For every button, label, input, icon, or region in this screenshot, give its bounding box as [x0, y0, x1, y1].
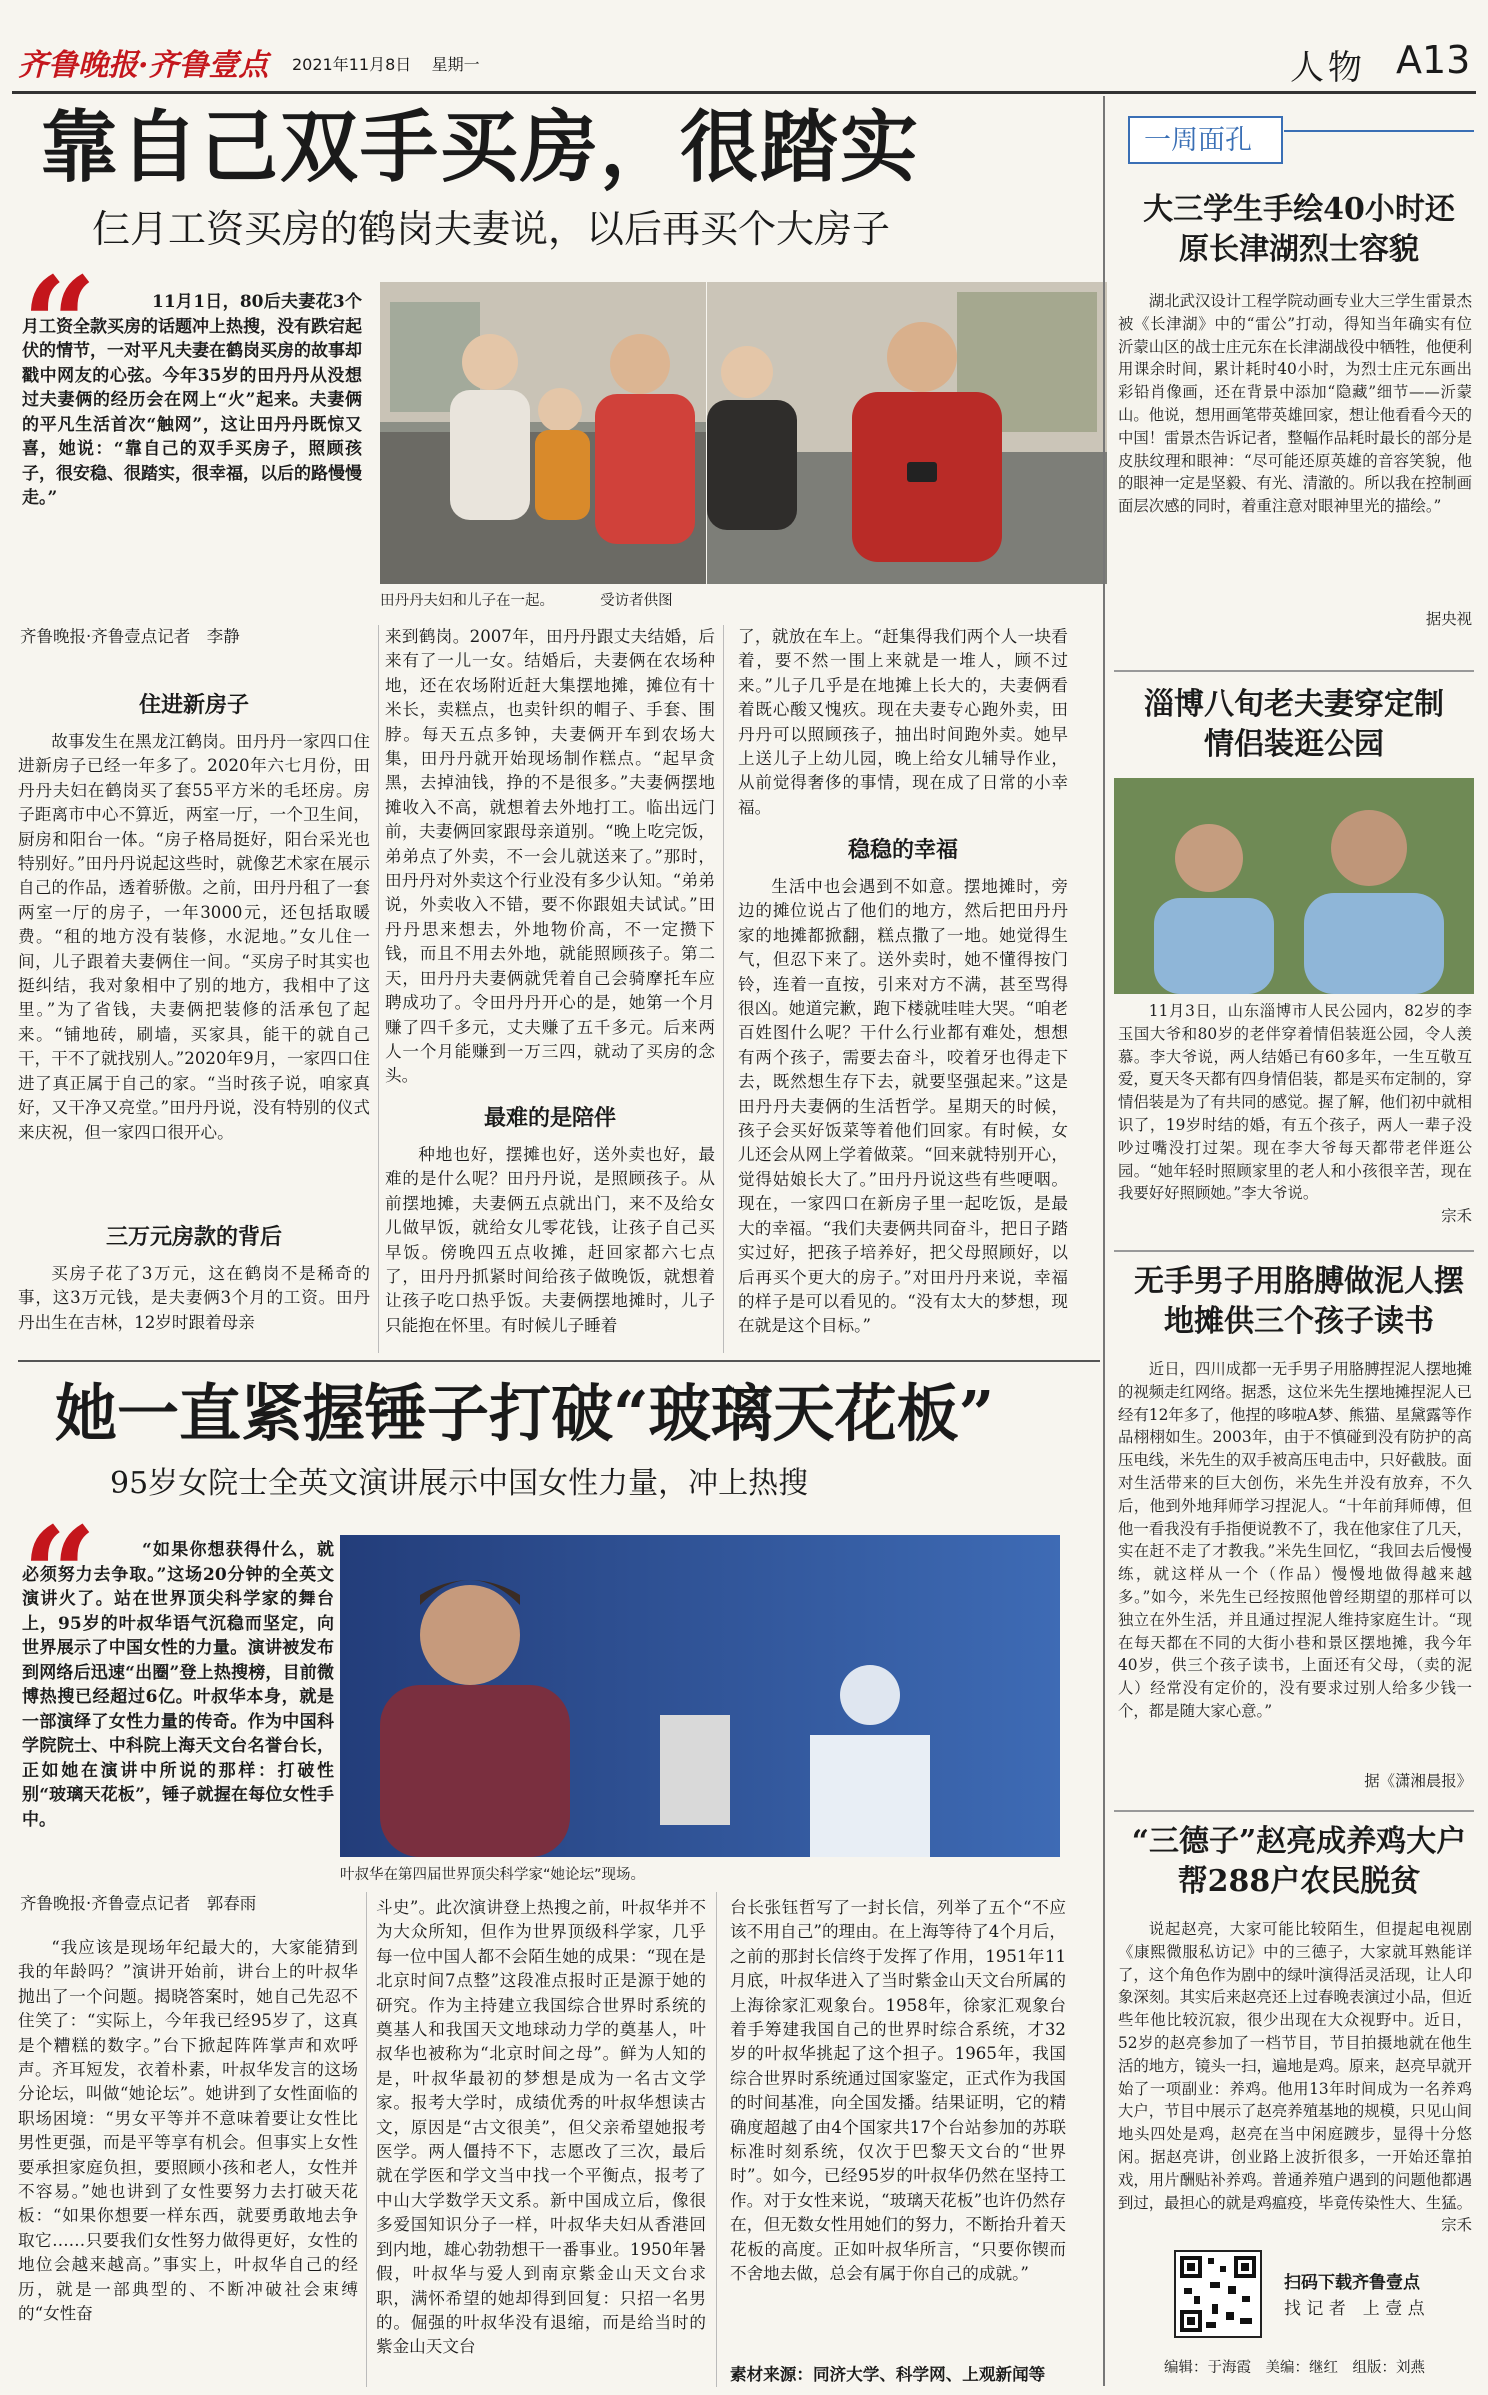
- story1-col1-text-b: 买房子花了3万元，这在鹤岗不是稀奇的事，这3万元钱，是夫妻俩3个月的工资。田丹丹出生在吉林，12岁时跟着母亲: [18, 1264, 370, 1332]
- sidebar-story1-body: [1118, 290, 1472, 670]
- qr-text-1: 扫码下载齐鲁壹点: [1284, 2273, 1420, 2293]
- story1-photo-credit: 受访者供图: [600, 593, 673, 609]
- sidebar-story1-text: 湖北武汉设计工程学院动画专业大三学生雷景杰被《长津湖》中的“雷公”打动，得知当年确实有位沂蒙山区的战士庄元东在长津湖战役中牺牲，他便利用课余时间，累计耗时40小时，为烈士庄元东画出彩铅肖像画，还在背景中添加“隐藏”细节——沂蒙山。他说，想用画笔带英雄回家，想让他看看今天的中国！雷景杰告诉记者，整幅作品耗时最长的部分是皮肤纹理和眼神：“尽可能还原英雄的音容笑貌，他的眼神一定是坚毅、有光、清澈的。所以我在控制画面层次感的同时，着重注意对眼神里光的描绘。”: [1118, 292, 1472, 516]
- sidebar-story4-title: “三德子”赵亮成养鸡大户帮288户农民脱贫: [1131, 1824, 1467, 1899]
- sidebar-header: 一周面孔: [1144, 125, 1252, 156]
- story1-col2-text-b: 种地也好，摆摊也好，送外卖也好，最难的是什么呢？田丹丹说，是照顾孩子。从前摆地摊，夫妻俩五点就出门，来不及给女儿做早饭，就给女儿零花钱，让孩子自己买早饭。傍晚四五点收摊，赶回家都六七点了，田丹丹抓紧时间给孩子做晚饭，就想着让孩子吃口热乎饭。夫妻俩摆地摊时，儿子只能抱在怀里。有时候儿子睡着: [385, 1145, 715, 1335]
- story2-col3: [730, 1896, 1066, 2386]
- sidebar-story4-body: [1118, 1918, 1472, 2242]
- story2-col3-text: 台长张钰哲写了一封长信，列举了五个“不应该不用自己”的理由。在上海等待了4个月后，之前的那封长信终于发挥了作用，1951年11月底，叶叔华进入了当时紫金山天文台所属的上海徐家汇观象台。1958年，徐家汇观象台着手筹建我国自己的世界时综合系统，才32岁的叶叔华挑起了这个担子。1965年，我国综合世界时系统通过国家鉴定，正式作为我国的时间基准，向全国发播。结果证明，它的精确度超越了由4个国家共17个台站参加的苏联标准时刻系统，仅次于巴黎天文台的“世界时”。如今，已经95岁的叶叔华仍然在坚持工作。对于女性来说，“玻璃天花板”也许仍然存在，但无数女性用她们的努力，不断抬升着天花板的高度。正如叶叔华所言，“只要你锲而不舍地去做，总会有属于你自己的成就。”: [730, 1898, 1066, 2284]
- page-number: A13: [1396, 38, 1471, 82]
- story1-col3-text: 了，就放在车上。“赶集得我们两个人一块看着，要不然一围上来就是一堆人，顾不过来。”儿子几乎是在地摊上长大的，夫妻俩看着既心酸又愧疚。现在夫妻专心跑外卖，田丹丹可以照顾孩子，抽出时间跑外卖。她早上送儿子上幼儿园，晚上给女儿辅导作业，从前觉得奢侈的事情，现在成了日常的小幸福。: [738, 627, 1068, 817]
- story-divider: [18, 1360, 1100, 1362]
- story2-col1-text: “我应该是现场年纪最大的，大家能猜到我的年龄吗？”演讲开始前，讲台上的叶叔华抛出了一个问题。揭晓答案时，她自己先忍不住笑了：“实际上，今年我已经95岁了，这真是个糟糕的数字。”台下掀起阵阵掌声和欢呼声。齐耳短发，衣着朴素，叶叔华发言的这场分论坛，叫做“她论坛”。她讲到了女性面临的职场困境：“男女平等并不意味着要让女性比男性更强，而是平等享有机会。但事实上女性要承担家庭负担，要照顾小孩和老人，女性并不容易。”她也讲到了女性要努力去打破天花板：“如果你想要一样东西，就要勇敢地去争取它……只要我们女性努力做得更好，女性的地位会越来越高。”事实上，叶叔华自己的经历，就是一部典型的、不断冲破社会束缚的“女性奋: [18, 1938, 358, 2324]
- story1-title: 靠自己双手买房，很踏实: [40, 102, 921, 193]
- story1-caption-text: 田丹丹夫妇和儿子在一起。: [380, 593, 554, 609]
- brand-left: 齐鲁晚报: [18, 48, 138, 83]
- story2-lead: “如果你想获得什么，就必须努力去争取。”这场20分钟的全英文演讲火了。站在世界顶尖科学家的舞台上，95岁的叶叔华语气沉稳而坚定，向世界展示了中国女性的力量。演讲被发布到网络后迅速“出圈”登上热搜榜，目前微博热搜已经超过6亿。叶叔华本身，就是一部演绎了女性力量的传奇。作为中国科学院院士、中科院上海天文台名誉台长，正如她在演讲中所说的那样：打破性别“玻璃天花板”，锤子就握在每位女性手中。: [22, 1540, 334, 1830]
- page-footer: 编辑：于海霞 美编：继红 组版：刘燕: [1164, 2360, 1425, 2376]
- masthead-rule: [12, 91, 1476, 94]
- story2-byline: 齐鲁晚报·齐鲁壹点记者 郭春雨: [20, 1894, 257, 1913]
- story2-title: 她一直紧握锤子打破“玻璃天花板”: [55, 1377, 995, 1450]
- story1-heading-4: 稳稳的幸福: [847, 837, 958, 863]
- issue-weekday: 星期一: [431, 55, 480, 74]
- sidebar: [1114, 110, 1474, 2390]
- sidebar-divider: [1103, 96, 1105, 2386]
- story2-source: 素材来源：同济大学、科学网、上观新闻等: [730, 2364, 1046, 2384]
- brand-right: 齐鲁壹点: [148, 48, 269, 83]
- story1-photo-caption: [380, 590, 1080, 612]
- quote-mark-1: “: [22, 248, 75, 401]
- sidebar-story2-title: 淄博八旬老夫妻穿定制情侣装逛公园: [1144, 687, 1444, 762]
- sidebar-story3-credit: 据《潇湘晨报》: [1364, 1772, 1472, 1790]
- sidebar-story1-title: 大三学生手绘40小时还原长津湖烈士容貌: [1143, 192, 1455, 267]
- qr-text-2: 找 记 者 上 壹 点: [1284, 2299, 1425, 2319]
- story1-col1-text: 故事发生在黑龙江鹤岗。田丹丹一家四口住进新房子已经一年多了。2020年六七月份，田丹丹夫妇在鹤岗买了套55平方米的毛坯房。房子距离市中心不算近，两室一厅，一个卫生间，厨房和阳台一体。“房子格局挺好，阳台采光也特别好。”田丹丹说起这些时，就像艺术家在展示自己的作品，透着骄傲。之前，田丹丹租了一套两室一厅的房子，一年3000元，还包括取暖费。“租的地方没有装修，水泥地。”女儿住一间，儿子跟着夫妻俩住一间。“买房子时其实也挺纠结，我对象相中了别的地方，我相中了这里。”为了省钱，夫妻俩把装修的活承包了起来。“铺地砖，刷墙，买家具，能干的就自己干，干不了就找别人。”2020年9月，一家四口住进了真正属于自己的家。“当时孩子说，咱家真好，又干净又亮堂。”田丹丹说，没有特别的仪式来庆祝，但一家四口很开心。: [18, 732, 370, 1142]
- story1-heading-3: 最难的是陪伴: [483, 1105, 616, 1131]
- sidebar-story3-text: 近日，四川成都一无手男子用胳膊捏泥人摆地摊的视频走红网络。据悉，这位米先生摆地摊捏泥人已经有12年多了，他捏的哆啦A梦、熊猫、星黛露等作品栩栩如生。2003年，由于不慎碰到没有防护的高压电线，米先生的双手被高压电击中，只好截肢。面对生活带来的巨大创伤，米先生并没有放弃，不久后，他到外地拜师学习捏泥人。“十年前拜师傅，但他一看我没有手指便说教不了，我在他家住了几天，实在赶不走了才教我。”米先生回忆，“我回去后慢慢练，就这样从一个（作品）慢慢地做得越来越多。”如今，米先生已经按照他曾经期望的那样可以独立在外生活，并且通过捏泥人维持家庭生计。“现在每天都在不同的大街小巷和景区摆地摊，我今年40岁，供三个孩子读书，上面还有父母，（卖的泥人）经常没有定价的，没有要求过别人给多少钱一个，都是随大家心意。”: [1118, 1360, 1472, 1720]
- story1-col2-text: 来到鹤岗。2007年，田丹丹跟丈夫结婚，后来有了一儿一女。结婚后，夫妻俩在农场种地，还在农场附近赶大集摆地摊，摊位有十米长，卖糕点，也卖针织的帽子、手套、围脖。每天五点多钟，夫妻俩开车到农场大集，田丹丹就开始现场制作糕点。“起早贪黑，去掉油钱，挣的不是很多。”夫妻俩摆地摊收入不高，就想着去外地打工。临出远门前，夫妻俩回家跟母亲道别。“晚上吃完饭，弟弟点了外卖，不一会儿就送来了。”那时，田丹丹对外卖这个行业没有多少认知。“弟弟说，外卖收入不错，要不你跟姐夫试试。”田丹丹思来想去，外地物价高，不一定攒下钱，而且不用去外地，就能照顾孩子。第二天，田丹丹夫妻俩就凭着自己会骑摩托车应聘成功了。令田丹丹开心的是，她第一个月赚了四千多元，丈夫赚了五千多元。后来两人一个月能赚到一万三四，就动了买房的念头。: [385, 627, 715, 1086]
- brand-logo: [18, 40, 268, 84]
- story2-photo-caption: 叶叔华在第四届世界顶尖科学家“她论坛”现场。: [340, 1867, 646, 1883]
- story1-byline: 齐鲁晚报·齐鲁壹点记者 李静: [20, 627, 240, 646]
- quote-mark-2: “: [22, 1498, 75, 1651]
- sidebar-story4-text: 说起赵亮，大家可能比较陌生，但提起电视剧《康熙微服私访记》中的三德子，大家就耳熟能详了，这个角色作为剧中的绿叶演得活灵活现，让人印象深刻。其实后来赵亮还上过春晚表演过小品，但近些年他比较沉寂，很少出现在大众视野中。近日，52岁的赵亮参加了一档节目，节目拍摄地就在他生活的地方，镜头一扫，遍地是鸡。原来，赵亮早就开始了一项副业：养鸡。他用13年时间成为一名养鸡大户，节目中展示了赵亮养殖基地的规模，只见山间地头四处是鸡，赵亮在当中闲庭踱步，显得十分悠闲。据赵亮讲，创业路上波折很多，一开始还靠拍戏，用片酬贴补养鸡。普通养殖户遇到的问题他都遇到过，最担心的就是鸡瘟疫，毕竟传染性大、生猛。: [1118, 1920, 1472, 2212]
- qr-code: [1174, 2250, 1262, 2338]
- sidebar-story3-body: [1118, 1358, 1472, 1798]
- masthead: [0, 0, 1488, 95]
- issue-date: 2021年11月8日: [292, 55, 412, 74]
- sidebar-story1-credit: 据央视: [1425, 610, 1472, 628]
- story1-col3: [738, 625, 1068, 1350]
- sidebar-story2-body: [1118, 1000, 1472, 1240]
- sidebar-story3-title: 无手男子用胳膊做泥人摆地摊供三个孩子读书: [1134, 1264, 1464, 1339]
- story1-lead: 11月1日，80后夫妻花3个月工资全款买房的话题冲上热搜，没有跌宕起伏的情节，一对平凡夫妻在鹤岗买房的故事却戳中网友的心弦。今年35岁的田丹丹从没想过夫妻俩的经历会在网上“火”起来。夫妻俩的平凡生活首次“触网”，这让田丹丹既惊又喜，她说：“靠自己的双手买房子，照顾孩子，很安稳、很踏实，很幸福，以后的路慢慢走。”: [22, 292, 362, 508]
- story2-photo: [340, 1535, 1060, 1857]
- qr-label: [1284, 2270, 1425, 2322]
- sidebar-story2-photo: [1114, 778, 1474, 994]
- sidebar-story2-text: 11月3日，山东淄博市人民公园内，82岁的李玉国大爷和80岁的老伴穿着情侣装逛公园，令人羡慕。李大爷说，两人结婚已有60多年，一生互敬互爱，夏天冬天都有四身情侣装，都是买布定制的，穿情侣装是为了有共同的感觉。握了解，他们初中就相识了，19岁时结的婚，有五个孩子，两人一辈子没吵过嘴没打过架。现在李大爷每天都带老伴逛公园。“她年轻时照顾家里的老人和小孩很辛苦，现在我要好好照顾她。”李大爷说。: [1118, 1002, 1472, 1203]
- story2-subtitle: 95岁女院士全英文演讲展示中国女性力量，冲上热搜: [110, 1466, 809, 1501]
- story2-col2: [376, 1896, 706, 2386]
- story1-heading-2: 三万元房款的背后: [105, 1224, 282, 1250]
- story2-col2-text: 斗史”。此次演讲登上热搜之前，叶叔华并不为大众所知，但作为世界顶级科学家，几乎每一位中国人都不会陌生她的成果：“现在是北京时间7点整”这段准点报时正是源于她的研究。作为主持建立我国综合世界时系统的奠基人和我国天文地球动力学的奠基人，叶叔华也被称为“北京时间之母”。鲜为人知的是，叶叔华最初的梦想是成为一名古文学家。报考大学时，成绩优秀的叶叔华想读古文，原因是“古文很美”，但父亲希望她报考医学。两人僵持不下，志愿改了三次，最后就在学医和学文当中找一个平衡点，报考了中山大学数学天文系。新中国成立后，像很多爱国知识分子一样，叶叔华夫妇从香港回到内地，雄心勃勃想干一番事业。1950年暑假，叶叔华与爱人到南京紫金山天文台求职，满怀希望的她却得到回复：只招一名男的。倔强的叶叔华没有退缩，而是给当时的紫金山天文台: [376, 1898, 706, 2357]
- story1-col3-text-b: 生活中也会遇到不如意。摆地摊时，旁边的摊位说占了他们的地方，然后把田丹丹家的地摊都掀翻，糕点撒了一地。她觉得生气，但忍下来了。送外卖时，她不懂得按门铃，连着一直按，引来对方不满，甚至骂得很凶。她道完歉，跑下楼就哇哇大哭。“咱老百姓图什么呢？干什么行业都有难处，想想有两个孩子，需要去奋斗，咬着牙也得走下去，既然想生存下去，就要坚强起来。”这是田丹丹夫妻俩的生活哲学。星期天的时候，孩子会买好饭菜等着他们回家。有时候，女儿还会从网上学着做菜。“回来就特别开心，觉得姑娘长大了。”田丹丹说这些有些哽咽。现在，一家四口在新房子里一起吃饭，是最大的幸福。“我们夫妻俩共同奋斗，把日子踏实过好，把孩子培养好，把父母照顾好，以后再买个更大的房子。”对田丹丹来说，幸福的样子是可以看见的。“没有太大的梦想，现在就是这个目标。”: [738, 877, 1068, 1336]
- sidebar-story2-credit: 宗禾: [1441, 1207, 1472, 1225]
- story2-col1: [18, 1918, 358, 2384]
- sidebar-story4-credit: 宗禾: [1441, 2216, 1472, 2234]
- brand-sep: ·: [138, 48, 149, 83]
- story1-heading-1: 住进新房子: [138, 692, 249, 718]
- story1-col1: [18, 648, 370, 1348]
- story1-subtitle: 仨月工资买房的鹤岗夫妻说，以后再买个大房子: [92, 207, 891, 251]
- story1-photo: [380, 282, 706, 584]
- story1-col2: [385, 625, 715, 1350]
- section-name: 人物: [1290, 48, 1366, 88]
